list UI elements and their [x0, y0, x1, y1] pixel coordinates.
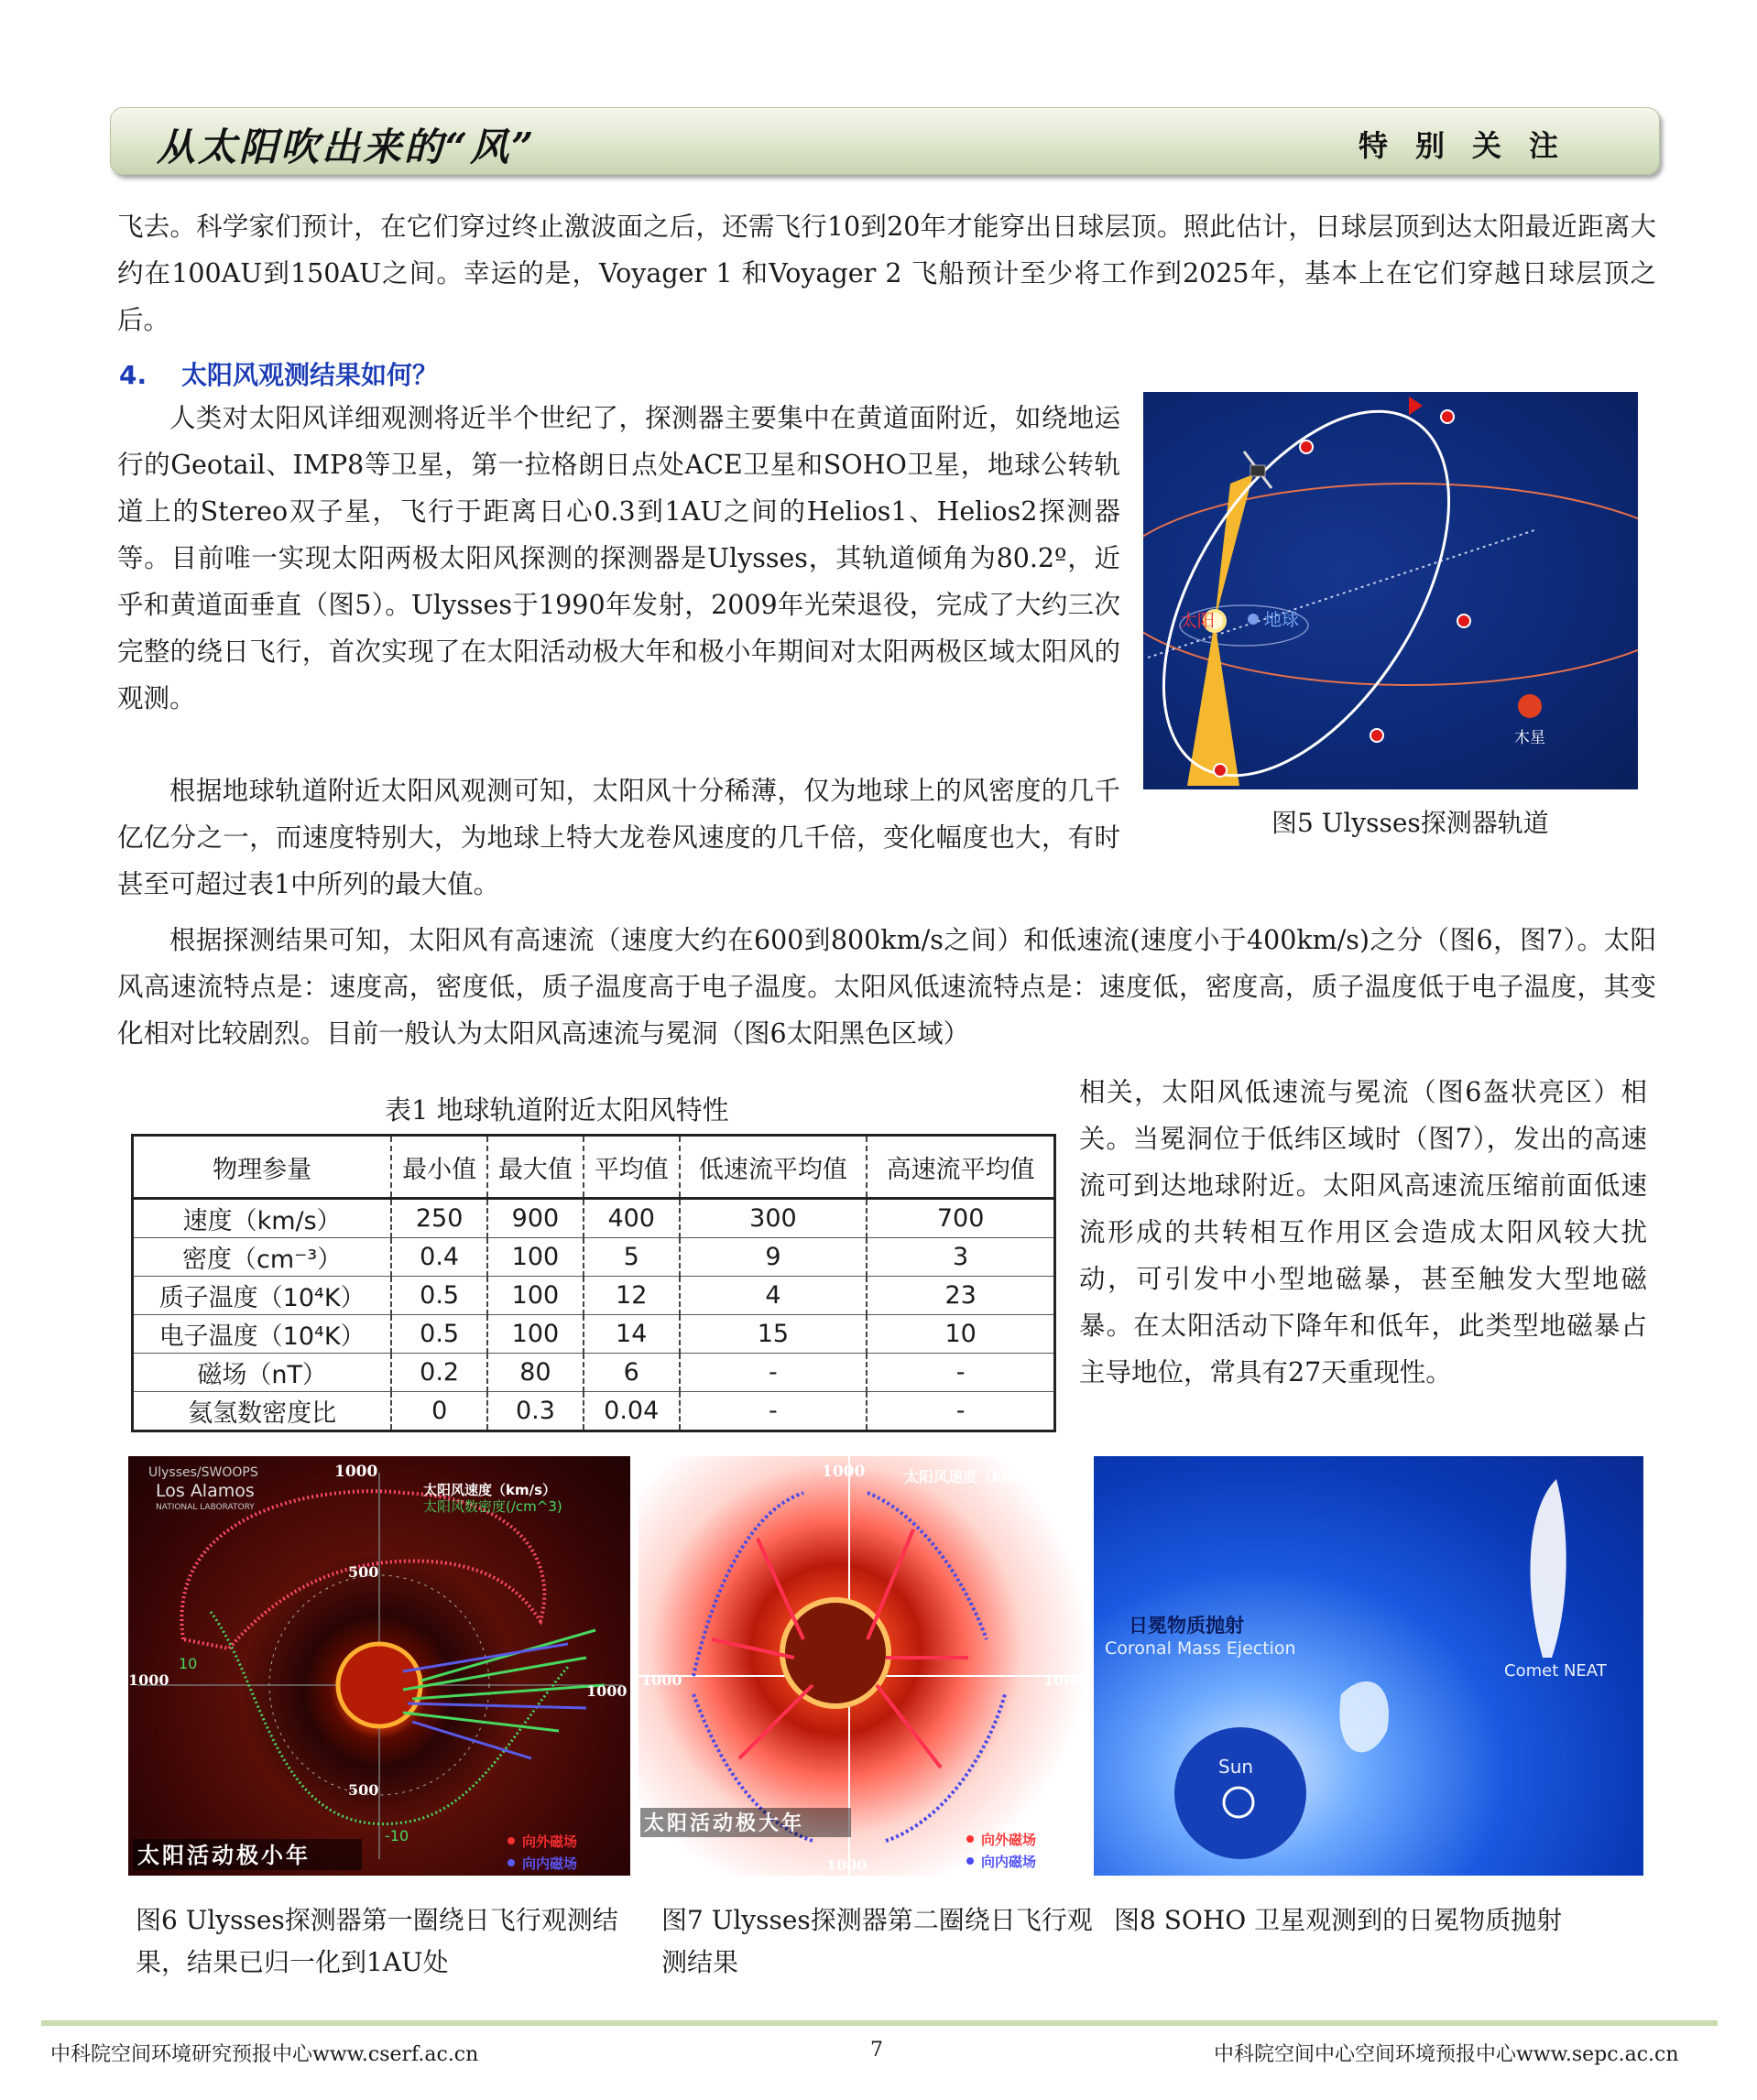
figure-8-svg [1094, 1456, 1643, 1876]
body-paragraph-3: 根据探测结果可知，太阳风有高速流（速度大约在600到800km/s之间）和低速流(速度小于400km/s)之分（图6，图7）。太阳风高速流特点是：速度高，密度低，质子温度高于电子温度。太阳风低速流特点是：速度低，密度高，质子温度低于电子温度，其变化相对比较剧烈。目前一般认为太阳风高速流与冕洞（图6太阳黑色区域） [117, 925, 1656, 1049]
table-header-cell: 最小值 [391, 1136, 487, 1199]
body-paragraph-4: 相关，太阳风低速流与冕流（图6盔状亮区）相关。当冕洞位于低纬区域时（图7），发出的高速流可到达地球附近。太阳风高速流压缩前面低速流形成的共转相互作用区会造成太阳风较大扰动，可引发中小型地磁暴，甚至触发大型地磁暴。在太阳活动下降年和低年，此类型地磁暴占主导地位，常具有27天重现性。 [1079, 1077, 1647, 1387]
earth-label: 地球 [1264, 610, 1300, 630]
table-cell: 0.2 [391, 1354, 487, 1392]
table-cell: 6 [584, 1354, 680, 1392]
cme-label-en: Coronal Mass Ejection [1105, 1638, 1296, 1659]
solar-wind-properties-table [131, 1134, 1056, 1432]
section-heading [119, 355, 438, 392]
sun-label: Sun [1218, 1756, 1254, 1778]
table-cell: 250 [391, 1199, 487, 1238]
figure-7-polar-plot [638, 1456, 1087, 1876]
table-cell: 氦氢数密度比 [133, 1392, 392, 1431]
tick-label-top: 1000 [334, 1463, 378, 1481]
orbit-point [1441, 410, 1454, 423]
table-header-cell: 物理参量 [133, 1136, 392, 1199]
tick-label-left: 1000 [641, 1671, 682, 1689]
figure-6-polar-plot [128, 1456, 630, 1876]
direction-arrow-icon [1409, 397, 1423, 415]
tick-label-bottom: 1000 [826, 1856, 868, 1874]
table-row [133, 1199, 1055, 1238]
table-row [133, 1238, 1055, 1277]
table-cell: 5 [584, 1238, 680, 1277]
figure-7-svg [638, 1456, 1087, 1876]
intro-paragraph: 飞去。科学家们预计，在它们穿过终止激波面之后，还需飞行10到20年才能穿出日球层顶。照此估计，日球层顶到达太阳最近距离大约在100AU到150AU之间。幸运的是，Voyager 1 和Voyager 2 飞船预计至少将工作到2025年，基本上在它们穿越日球层顶之后。 [117, 212, 1656, 335]
legend-speed: 太阳风速度（km/s） [904, 1468, 1046, 1485]
tick-label-500-top: 500 [348, 1563, 379, 1581]
orbit-point [1370, 729, 1383, 742]
table-cell: 80 [487, 1354, 584, 1392]
table-cell: 0.04 [584, 1392, 680, 1431]
tick-label-right: 1000 [586, 1682, 628, 1700]
tick-label-left: 1000 [128, 1671, 169, 1689]
table-header-cell: 平均值 [584, 1136, 680, 1199]
section-label: 特别关注 [1358, 128, 1586, 163]
figure-6-svg [128, 1456, 630, 1876]
article-title: 从太阳吹出来的“风” [157, 125, 537, 169]
section-title: 太阳风观测结果如何？ [181, 360, 439, 390]
legend-in: 向内磁场 [981, 1854, 1037, 1870]
table-header-cell: 最大值 [487, 1136, 584, 1199]
legend-density: 太阳风数密度(/cm^3) [423, 1498, 562, 1515]
source-label: Ulysses/SWOOPS [148, 1465, 258, 1480]
earth-icon [1248, 614, 1259, 625]
lab-sub-label: NATIONAL LABORATORY [156, 1503, 255, 1512]
cme-label-cn: 日冕物质抛射 [1129, 1615, 1244, 1637]
footer-divider [41, 2020, 1718, 2026]
sun-label: 太阳 [1180, 611, 1216, 631]
jupiter-label: 木星 [1514, 729, 1545, 747]
table-row [133, 1277, 1055, 1315]
table-cell: 4 [680, 1277, 868, 1315]
figure-5-orbit-diagram [1143, 392, 1638, 789]
tick-label-top: 1000 [822, 1463, 866, 1481]
legend-out: 向外磁场 [981, 1832, 1037, 1848]
legend-speed: 太阳风速度（km/s） [423, 1482, 557, 1498]
table-cell: 0.5 [391, 1277, 487, 1315]
footer-right-link[interactable]: 中科院空间中心空间环境预报中心www.sepc.ac.cn [1214, 2043, 1679, 2066]
body-paragraph-2: 根据地球轨道附近太阳风观测可知，太阳风十分稀薄，仅为地球上的风密度的几千亿亿分之一，而速度特别大，为地球上特大龙卷风速度的几千倍，变化幅度也大，有时甚至可超过表1中所列的最大值。 [117, 776, 1120, 899]
legend-in-marker [507, 1859, 515, 1866]
table-cell: 质子温度（10⁴K） [133, 1277, 392, 1315]
table-cell: 100 [487, 1238, 584, 1277]
page-header-banner [110, 107, 1660, 175]
occulter-disk [1174, 1727, 1306, 1859]
legend-out-marker [966, 1835, 974, 1843]
table-cell: 100 [487, 1277, 584, 1315]
legend-out: 向外磁场 [522, 1833, 578, 1850]
table-cell: 磁场（nT） [133, 1354, 392, 1392]
orbit-diagram-svg [1143, 392, 1638, 789]
figure-6-caption: 图6 Ulysses探测器第一圈绕日飞行观测结果，结果已归一化到1AU处 [136, 1905, 618, 1977]
sun-disk-icon [782, 1600, 889, 1706]
table-row [133, 1392, 1055, 1431]
table-cell: 14 [584, 1315, 680, 1354]
table-row [133, 1315, 1055, 1354]
table-cell: 3 [867, 1238, 1054, 1277]
body-paragraph-1: 人类对太阳风详细观测将近半个世纪了，探测器主要集中在黄道面附近，如绕地运行的Geotail、IMP8等卫星，第一拉格朗日点处ACE卫星和SOHO卫星，地球公转轨道上的Stereo双子星，飞行于距离日心0.3到1AU之间的Helios1、Helios2探测器等。目前唯一实现太阳两极太阳风探测的探测器是Ulysses，其轨道倾角为80.2º，近乎和黄道面垂直（图5）。Ulysses于1990年发射，2009年光荣退役，完成了大约三次完整的绕日飞行，首次实现了在太阳活动极大年和极小年期间对太阳两极区域太阳风的观测。 [117, 403, 1120, 713]
table-cell: 0.5 [391, 1315, 487, 1354]
table-cell: - [680, 1354, 868, 1392]
table-cell: 0.4 [391, 1238, 487, 1277]
table-1-caption: 表1 地球轨道附近太阳风特性 [385, 1094, 729, 1126]
table-header-row [133, 1136, 1055, 1199]
table-cell: 密度（cm⁻³） [133, 1238, 392, 1277]
tick-label-density-neg10: -10 [385, 1827, 409, 1844]
phase-label: 太阳活动极大年 [644, 1812, 805, 1835]
table-cell: 15 [680, 1315, 868, 1354]
table-cell: - [680, 1392, 868, 1431]
legend-in: 向内磁场 [522, 1855, 578, 1872]
table-cell: 100 [487, 1315, 584, 1354]
orbit-point [1214, 764, 1227, 777]
figure-5-caption: 图5 Ulysses探测器轨道 [1271, 808, 1549, 838]
table-cell: 700 [867, 1199, 1054, 1238]
section-number: 4. [119, 360, 147, 390]
table-cell: 300 [680, 1199, 868, 1238]
lab-label: Los Alamos [156, 1481, 255, 1501]
table-cell: 400 [584, 1199, 680, 1238]
table-cell: 23 [867, 1277, 1054, 1315]
north-polar-cone [1215, 474, 1253, 621]
figure-8-soho-image [1094, 1456, 1643, 1876]
table-cell: 0 [391, 1392, 487, 1431]
table-cell: 12 [584, 1277, 680, 1315]
table-cell: 900 [487, 1199, 584, 1238]
footer-left-link[interactable]: 中科院空间环境研究预报中心www.cserf.ac.cn [50, 2043, 479, 2066]
table-cell: - [867, 1354, 1054, 1392]
cme-cloud [1339, 1681, 1389, 1752]
table-cell: - [867, 1392, 1054, 1431]
tick-label-500-bottom: 500 [348, 1781, 379, 1799]
page-number: 7 [870, 2039, 883, 2062]
tick-label-right: 1000 [1043, 1671, 1085, 1689]
orbit-point [1300, 441, 1313, 453]
figure-7-caption: 图7 Ulysses探测器第二圈绕日飞行观测结果 [661, 1905, 1093, 1977]
phase-label: 太阳活动极小年 [137, 1843, 311, 1868]
table-cell: 9 [680, 1238, 868, 1277]
tick-label-density-10: 10 [179, 1655, 198, 1672]
table-cell: 速度（km/s） [133, 1199, 392, 1238]
comet-tail [1530, 1479, 1566, 1658]
table-cell: 电子温度（10⁴K） [133, 1315, 392, 1354]
figure-8-caption: 图8 SOHO 卫星观测到的日冕物质抛射 [1114, 1905, 1563, 1935]
legend-in-marker [966, 1857, 974, 1865]
jupiter-icon [1518, 694, 1542, 718]
table-header-cell: 高速流平均值 [867, 1136, 1054, 1199]
comet-label: Comet NEAT [1504, 1661, 1607, 1681]
orbit-point [1457, 615, 1470, 627]
table-cell: 10 [867, 1315, 1054, 1354]
table-cell: 0.3 [487, 1392, 584, 1431]
radial-green-spokes [403, 1630, 605, 1731]
table-header-cell: 低速流平均值 [680, 1136, 868, 1199]
legend-out-marker [507, 1837, 515, 1844]
table-row [133, 1354, 1055, 1392]
